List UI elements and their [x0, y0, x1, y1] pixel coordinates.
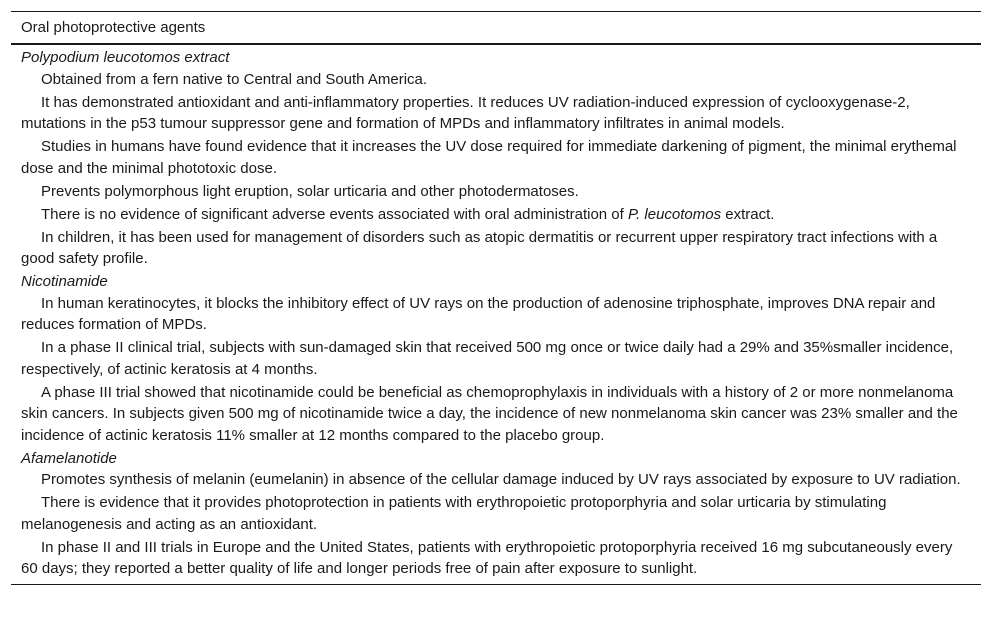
- photoprotective-agents-table: [11, 11, 981, 585]
- paragraph: It has demonstrated antioxidant and anti-inflammatory properties. It reduces UV radiation-induced expression of cyclooxygenase-2, mutations in the p53 tumour suppressor gene and formation of MPDs and inflammatory infiltrates in animal models.: [21, 93, 910, 132]
- paragraph-text: extract.: [721, 205, 775, 223]
- section-title: Afamelanotide: [21, 449, 117, 467]
- paragraph: Promotes synthesis of melanin (eumelanin) in absence of the cellular damage induced by UV rays associated by exposure to UV radiation.: [41, 471, 961, 488]
- paragraph: In a phase II clinical trial, subjects with sun-damaged skin that received 500 mg once or twice daily had a 29% and 35%smaller incidence, respectively, of actinic keratosis at 4 months.: [21, 339, 954, 378]
- paragraph-text: There is no evidence of significant adverse events associated with oral administration of: [41, 205, 628, 223]
- table-header: Oral photoprotective agents: [11, 12, 981, 45]
- paragraph: Studies in humans have found evidence that it increases the UV dose required for immediate darkening of pigment, the minimal erythemal dose and the minimal phototoxic dose.: [21, 138, 957, 177]
- paragraph: In phase II and III trials in Europe and the United States, patients with erythropoietic protoporphyria received 16 mg subcutaneously every 60 days; they reported a better quality of life and longer periods free of pain after exposure to sunlight.: [21, 538, 953, 577]
- paragraph: There is evidence that it provides photoprotection in patients with erythropoietic protoporphyria and solar urticaria by stimulating melanogenesis and acting as an antioxidant.: [21, 494, 887, 533]
- paragraph: In human keratinocytes, it blocks the inhibitory effect of UV rays on the production of adenosine triphosphate, improves DNA repair and reduces formation of MPDs.: [21, 294, 936, 333]
- paragraph: In children, it has been used for management of disorders such as atopic dermatitis or recurrent upper respiratory tract infections with a good safety profile.: [21, 228, 938, 267]
- section-title: Polypodium leucotomos extract: [21, 49, 230, 66]
- paragraph: Obtained from a fern native to Central and South America.: [41, 70, 428, 88]
- section-polypodium: [21, 47, 971, 270]
- paragraph: Prevents polymorphous light eruption, solar urticaria and other photodermatoses.: [41, 182, 579, 200]
- section-nicotinamide: [21, 271, 971, 446]
- section-title: Nicotinamide: [21, 273, 108, 290]
- section-afamelanotide: [21, 448, 971, 580]
- species-name: P. leucotomos: [627, 205, 722, 223]
- table-body: [11, 45, 981, 584]
- paragraph: A phase III trial showed that nicotinamide could be beneficial as chemoprophylaxis in individuals with a history of 2 or more nonmelanoma skin cancers. In subjects given 500 mg of nicotinamide twice a day, the incidence of new nonmelanoma skin cancer was 23% smaller and the incidence of actinic keratosis 11% smaller at 12 months compared to the placebo group.: [21, 383, 958, 444]
- paragraph: [21, 204, 971, 226]
